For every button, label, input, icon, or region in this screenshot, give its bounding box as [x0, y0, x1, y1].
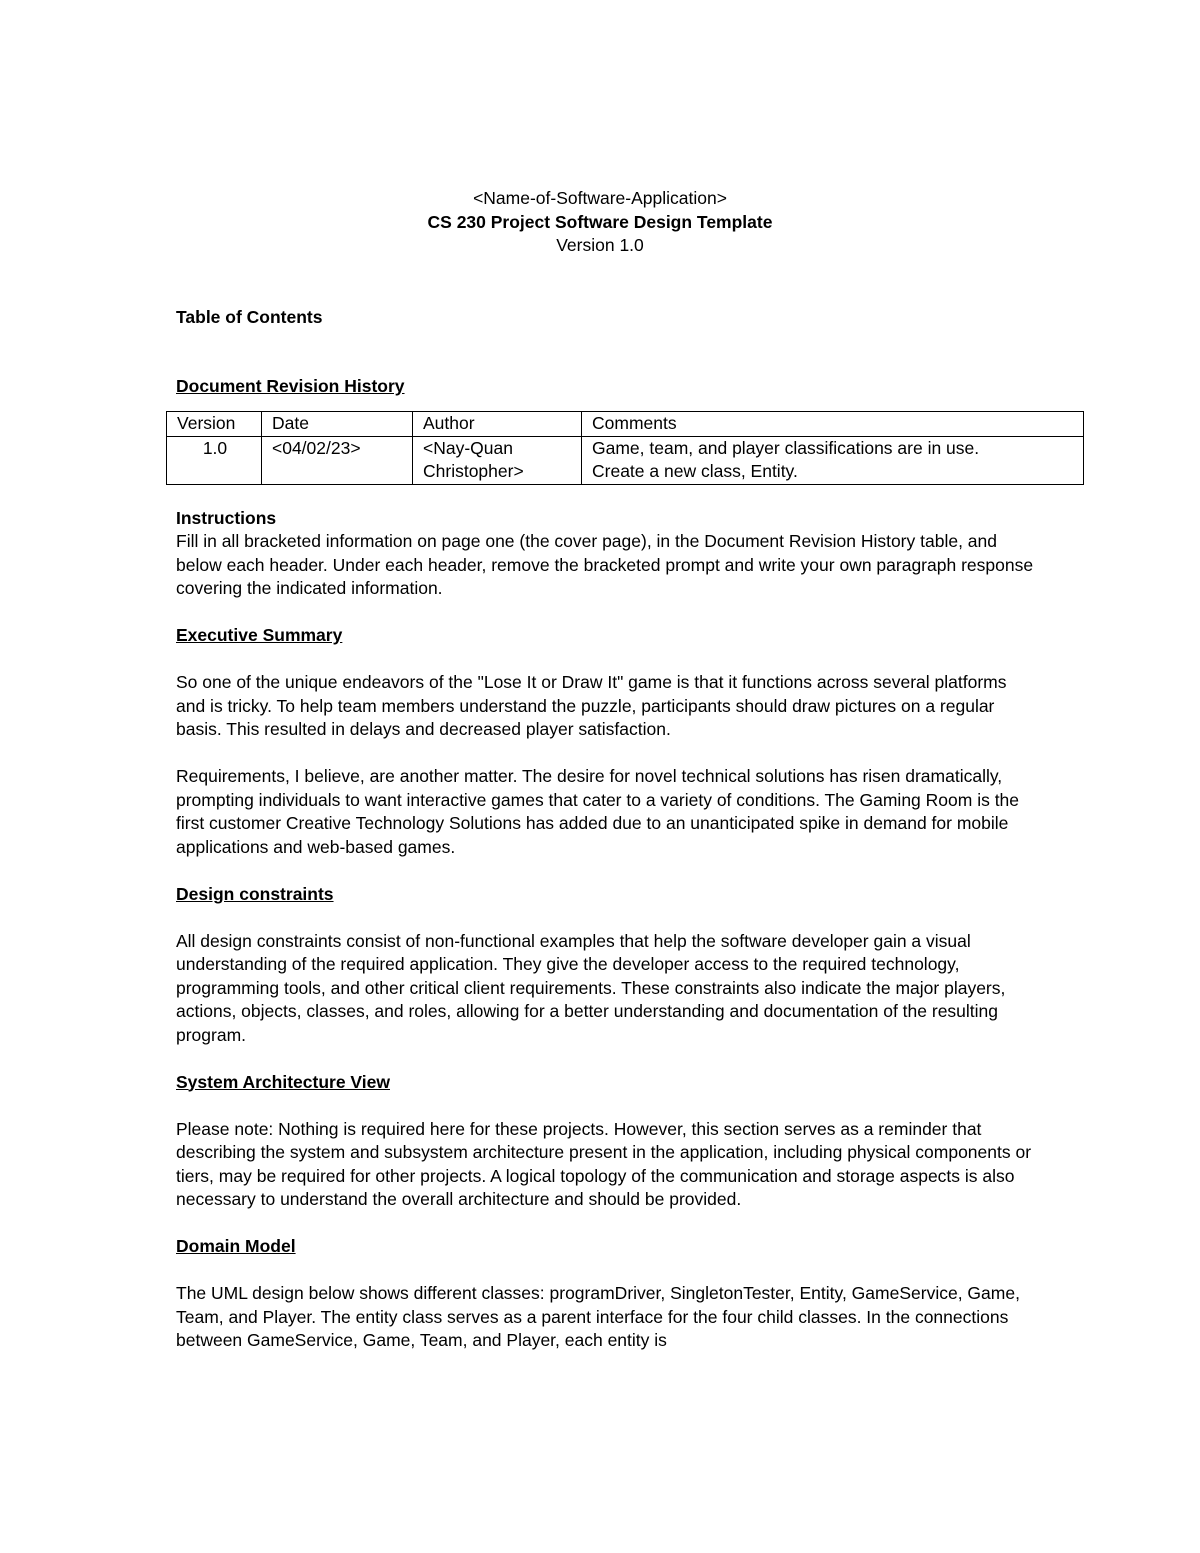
executive-summary-heading: Executive Summary — [176, 625, 343, 645]
executive-summary-paragraph-2: Requirements, I believe, are another matter. The desire for novel technical solutions has risen dramatically, prompting individuals to want interactive games that cater to a variety of conditions. The Gaming Room is the first customer Creative Technology Solutions has added due to an unanticipated spike in demand for mobile applications and web-based games. — [176, 766, 1020, 857]
document-title: CS 230 Project Software Design Template — [427, 211, 773, 232]
revision-history-heading: Document Revision History — [176, 376, 405, 396]
instructions-heading: Instructions — [176, 507, 277, 528]
col-header-version: Version — [167, 411, 262, 436]
instructions-text: Fill in all bracketed information on page one (the cover page), in the Document Revision History table, and below each header. Under each header, remove the bracketed prompt and write your own paragraph response covering the indicated information. — [176, 531, 1034, 598]
domain-model-heading: Domain Model — [176, 1236, 296, 1256]
revision-history-table — [166, 411, 1084, 485]
cell-comments — [582, 436, 1084, 484]
col-header-date: Date — [262, 411, 413, 436]
cell-author-line2: Christopher> — [423, 461, 524, 481]
design-constraints-text: All design constraints consist of non-functional examples that help the software developer gain a visual understanding of the required application. They give the developer access to the required technology, programming tools, and other critical client requirements. These constraints also indicate the major players, actions, objects, classes, and roles, allowing for a better understanding and documentation of the resulting program. — [176, 930, 1006, 1045]
cell-comments-line1: Game, team, and player classifications are in use. — [592, 437, 980, 458]
col-header-author: Author — [413, 411, 582, 436]
design-constraints-heading: Design constraints — [176, 883, 334, 904]
col-header-comments: Comments — [582, 411, 1084, 436]
document-body — [176, 187, 1036, 1353]
system-architecture-text: Please note: Nothing is required here for these projects. However, this section serves as a reminder that describing the system and subsystem architecture present in the application, including physical components or tiers, may be required for other projects. A logical topology of the communication and storage aspects is also necessary to understand the overall architecture and should be provided. — [176, 1118, 1032, 1209]
toc-label: Table of Contents — [176, 306, 323, 327]
document-version: Version 1.0 — [556, 235, 644, 255]
executive-summary-paragraph-1: So one of the unique endeavors of the "Lose It or Draw It" game is that it functions across several platforms and is tricky. To help team members understand the puzzle, participants should draw pictures on a regular basis. This resulted in delays and decreased player satisfaction. — [176, 672, 1007, 739]
domain-model-text: The UML design below shows different classes: programDriver, SingletonTester, Entity, GameService, Game, Team, and Player. The entity class serves as a parent interface for the four child classes. In the connections between GameService, Game, Team, and Player, each entity is — [176, 1283, 1020, 1350]
table-row — [167, 436, 1084, 484]
cell-comments-line2: Create a new class, Entity. — [592, 461, 798, 481]
table-header-row — [167, 411, 1084, 436]
cell-author — [413, 436, 582, 484]
system-architecture-heading: System Architecture View — [176, 1071, 390, 1092]
cell-author-line1: <Nay-Quan — [423, 437, 513, 458]
app-name: <Name-of-Software-Application> — [473, 188, 727, 208]
cell-version: 1.0 — [167, 436, 262, 484]
cell-date: <04/02/23> — [262, 436, 413, 484]
